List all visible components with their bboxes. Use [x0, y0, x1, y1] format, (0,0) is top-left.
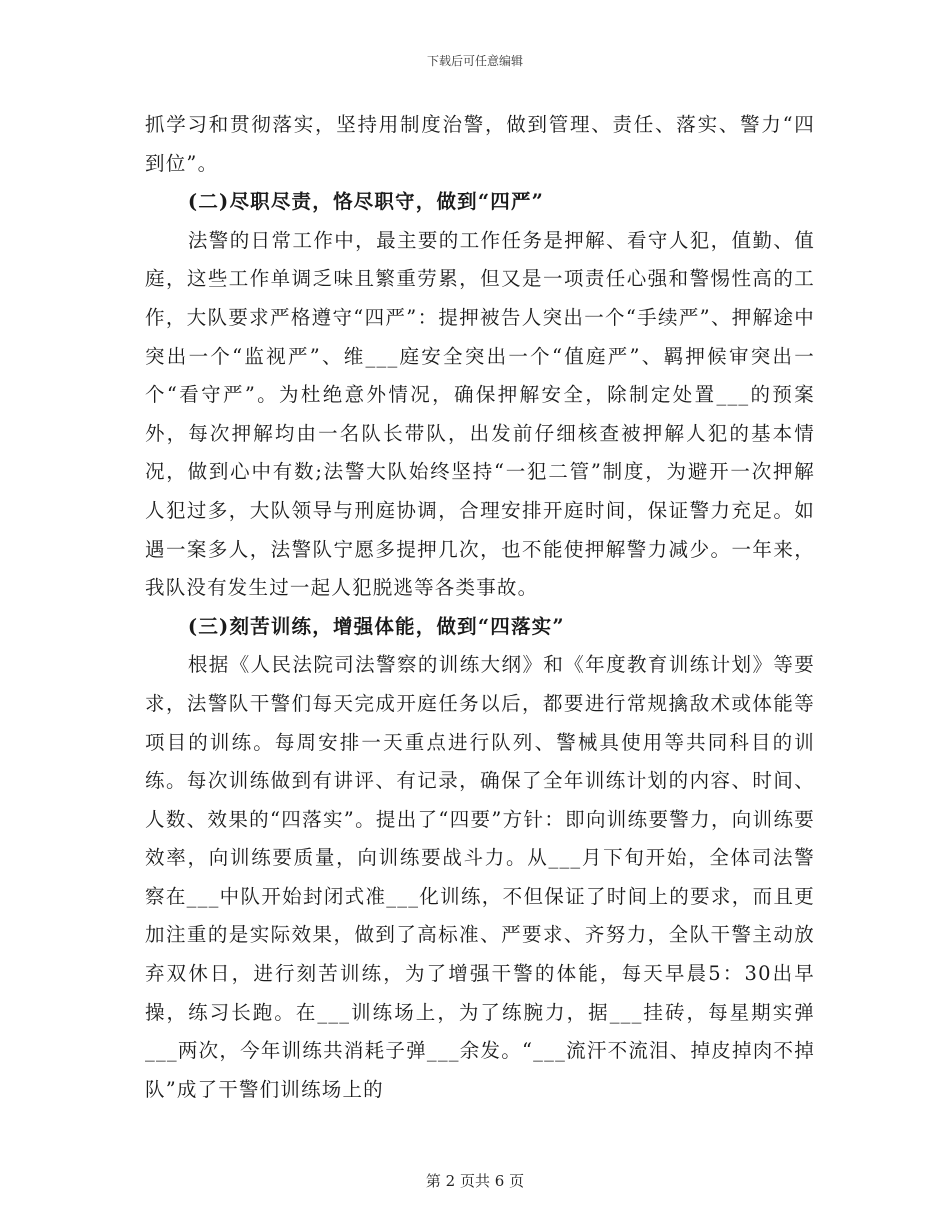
paragraph-section-2: 法警的日常工作中，最主要的工作任务是押解、看守人犯，值勤、值庭，这些工作单调乏味且繁重劳累，但又是一项责任心强和警惕性高的工作，大队要求严格遵守“四严”：提押被告人突出一个“手续严”、押解途中突出一个“监视严”、维___庭安全突出一个“值庭严”、羁押候审突出一个“看守严”。为杜绝意外情况，确保押解安全，除制定处置___的预案外，每次押解均由一名队长带队，出发前仔细核查被押解人犯的基本情况，做到心中有数;法警大队始终坚持“一犯二管”制度，为避开一次押解人犯过多，大队领导与刑庭协调，合理安排开庭时间，保证警力充足。如遇一案多人，法警队宁愿多提押几次，也不能使押解警力减少。一年来，我队没有发生过一起人犯脱逃等各类事故。: [145, 228, 815, 600]
document-body: [145, 106, 815, 1109]
section-heading-2: (二)尽职尽责，恪尽职守，做到“四严”: [187, 190, 545, 214]
paragraph-section-3: 根据《人民法院司法警察的训练大纲》和《年度教育训练计划》等要求，法警队干警们每天完成开庭任务以后，都要进行常规擒敌术或体能等项目的训练。每周安排一天重点进行队列、警械具使用等共同科目的训练。每次训练做到有讲评、有记录，确保了全年训练计划的内容、时间、人数、效果的“四落实”。提出了“四要”方针：即向训练要警力，向训练要效率，向训练要质量，向训练要战斗力。从___月下旬开始，全体司法警察在___中队开始封闭式准___化训练，不但保证了时间上的要求，而且更加注重的是实际效果，做到了高标准、严要求、齐努力，全队干警主动放弃双休日，进行刻苦训练，为了增强干警的体能，每天早晨5：30出早操，练习长跑。在___训练场上，为了练腕力，据___挂砖，每星期实弹___两次，今年训练共消耗子弹___余发。“___流汗不流泪、掉皮掉肉不掉队”成了干警们训练场上的: [145, 653, 815, 1101]
paragraph-intro: 抓学习和贯彻落实，坚持用制度治警，做到管理、责任、落实、警力“四到位”。: [145, 113, 815, 175]
section-heading-3: (三)刻苦训练，增强体能，做到“四落实”: [187, 614, 565, 638]
page-number: 第 2 页共 6 页: [425, 1172, 525, 1190]
page-header-note: 下载后可任意编辑: [426, 54, 523, 68]
